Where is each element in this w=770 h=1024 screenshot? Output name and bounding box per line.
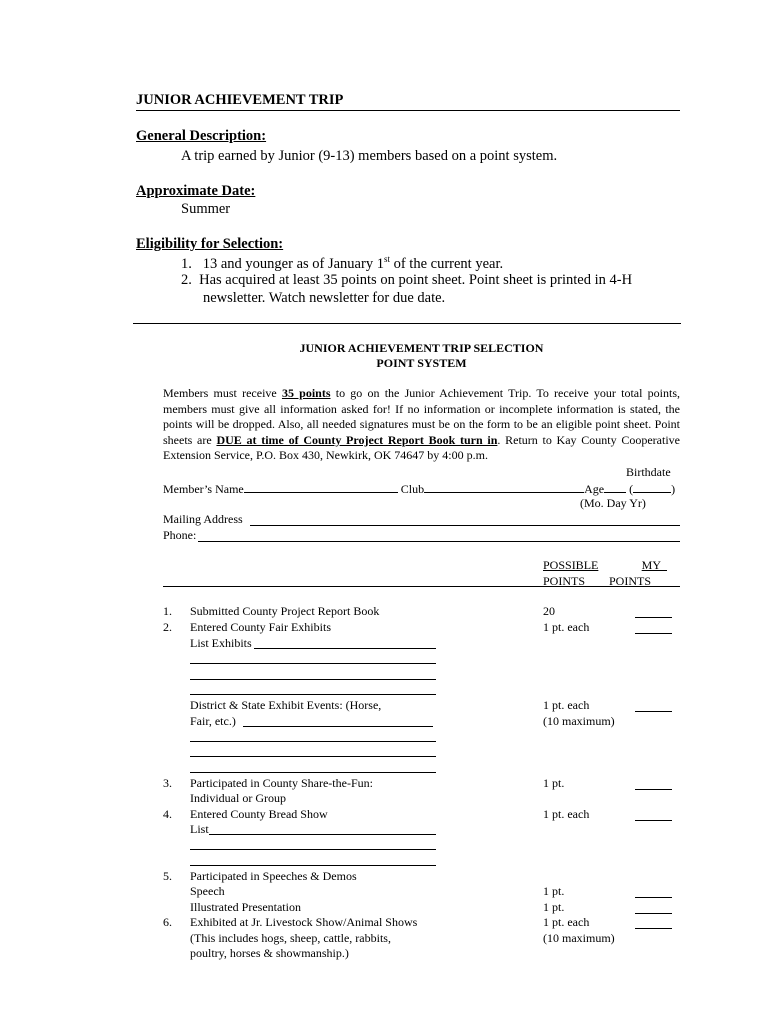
district-points-2: (10 maximum) — [543, 714, 615, 728]
bread-line-3[interactable] — [190, 865, 436, 866]
item-3-text: Participated in County Share-the-Fun: — [190, 776, 373, 790]
item-1-my-points[interactable] — [635, 617, 672, 618]
item-5-presentation: Illustrated Presentation — [190, 900, 301, 914]
eligibility-item-2-cont: newsletter. Watch newsletter for due date. — [203, 290, 446, 306]
exhibit-line-2[interactable] — [190, 663, 436, 664]
phone-label: Phone: — [163, 528, 197, 542]
item-1-points: 20 — [543, 604, 555, 618]
district-my-points[interactable] — [635, 711, 672, 712]
bread-line-1[interactable] — [209, 834, 436, 835]
age-field[interactable] — [604, 481, 626, 493]
item-6-text-3: poultry, horses & showmanship.) — [190, 946, 349, 960]
header-rule — [163, 586, 680, 587]
eligibility-item-2: 2. Has acquired at least 35 points on point sheet. Point sheet is printed in 4-H — [181, 272, 633, 288]
club-label: Club — [400, 482, 425, 496]
page-title: JUNIOR ACHIEVEMENT TRIP — [136, 92, 344, 108]
item-5-speech: Speech — [190, 884, 225, 898]
item-4-text: Entered County Bread Show — [190, 807, 328, 821]
selection-subtitle: POINT SYSTEM — [376, 356, 467, 370]
exhibit-line-3[interactable] — [190, 679, 436, 680]
district-points-1: 1 pt. each — [543, 698, 590, 712]
item-5-speech-my-points[interactable] — [635, 897, 672, 898]
eligibility-heading: Eligibility for Selection: — [136, 236, 284, 252]
district-line-4[interactable] — [190, 772, 436, 773]
district-line-2[interactable] — [190, 741, 436, 742]
item-3-my-points[interactable] — [635, 789, 672, 790]
item-6-my-points[interactable] — [635, 928, 672, 929]
eligibility-item-1: 1. 13 and younger as of January 1st of the current year. — [181, 254, 504, 272]
item-4-list-label: List — [190, 822, 209, 836]
item-5-presentation-points: 1 pt. — [543, 900, 565, 914]
item-4-points: 1 pt. each — [543, 807, 590, 821]
general-heading: General Description: — [136, 128, 267, 144]
club-field[interactable] — [424, 481, 584, 493]
member-name-field[interactable] — [244, 481, 398, 493]
item-2-my-points[interactable] — [635, 633, 672, 634]
date-heading: Approximate Date: — [136, 183, 256, 199]
item-5-text: Participated in Speeches & Demos — [190, 869, 357, 883]
exhibit-line-1[interactable] — [254, 648, 436, 649]
item-3-text-2: Individual or Group — [190, 791, 286, 805]
my-points-header: POINTS — [609, 574, 652, 588]
title-underline — [136, 110, 680, 111]
district-line-1[interactable] — [243, 726, 433, 727]
item-6-number: 6. — [163, 915, 172, 929]
selection-title: JUNIOR ACHIEVEMENT TRIP SELECTION — [299, 341, 544, 355]
age-label: Age — [584, 482, 605, 496]
section-divider — [133, 323, 681, 324]
item-5-presentation-my-points[interactable] — [635, 913, 672, 914]
item-2-text: Entered County Fair Exhibits — [190, 620, 331, 634]
district-line-3[interactable] — [190, 756, 436, 757]
intro-paragraph: Members must receive 35 points to go on the Junior Achievement Trip. To receive your total points, members must give all information asked for! If no information or incomplete information is stated, the points will be dropped. Also, all needed signatures must be on the form to be an eligible point sheet. Point sheets are DUE at time of County Project Report Book turn in. Return to Kay County Cooperative Extension Service, P.O. Box 430, Newkirk, OK 74647 by 4:00 p.m. — [163, 386, 680, 462]
mo-day-yr: (Mo. Day Yr) — [580, 496, 646, 510]
birthdate-field[interactable] — [633, 481, 671, 493]
phone-field[interactable] — [198, 541, 680, 542]
item-2-number: 2. — [163, 620, 172, 634]
item-6-text-2: (This includes hogs, sheep, cattle, rabbits, — [190, 931, 391, 945]
item-3-points: 1 pt. — [543, 776, 565, 790]
general-text: A trip earned by Junior (9-13) members based on a point system. — [181, 148, 558, 164]
district-text-1: District & State Exhibit Events: (Horse, — [190, 698, 382, 712]
bread-line-2[interactable] — [190, 849, 436, 850]
district-text-2: Fair, etc.) — [190, 714, 236, 728]
item-5-number: 5. — [163, 869, 172, 883]
item-4-my-points[interactable] — [635, 820, 672, 821]
item-5-speech-points: 1 pt. — [543, 884, 565, 898]
item-1-number: 1. — [163, 604, 172, 618]
exhibit-line-4[interactable] — [190, 694, 436, 695]
date-text: Summer — [181, 201, 231, 217]
my-header: MY — [641, 558, 661, 572]
mailing-field[interactable] — [250, 525, 680, 526]
item-4-number: 4. — [163, 807, 172, 821]
member-name-row: Member’s Name Club Age ( ) — [163, 482, 676, 496]
item-6-points: 1 pt. each — [543, 915, 590, 929]
item-2-list-label: List Exhibits — [190, 636, 252, 650]
possible-header: POSSIBLE — [543, 558, 599, 572]
required-points: 35 points — [281, 386, 331, 400]
item-1-text: Submitted County Project Report Book — [190, 604, 380, 618]
points-header: POINTS — [543, 574, 586, 588]
birthdate-label: Birthdate — [626, 465, 671, 479]
item-6-points-2: (10 maximum) — [543, 931, 615, 945]
due-notice: DUE at time of County Project Report Book turn in — [216, 432, 498, 447]
item-2-points: 1 pt. each — [543, 620, 590, 634]
mailing-label: Mailing Address — [163, 512, 243, 526]
item-3-number: 3. — [163, 776, 172, 790]
member-name-label: Member’s Name — [163, 482, 244, 496]
item-6-text: Exhibited at Jr. Livestock Show/Animal Shows — [190, 915, 418, 929]
